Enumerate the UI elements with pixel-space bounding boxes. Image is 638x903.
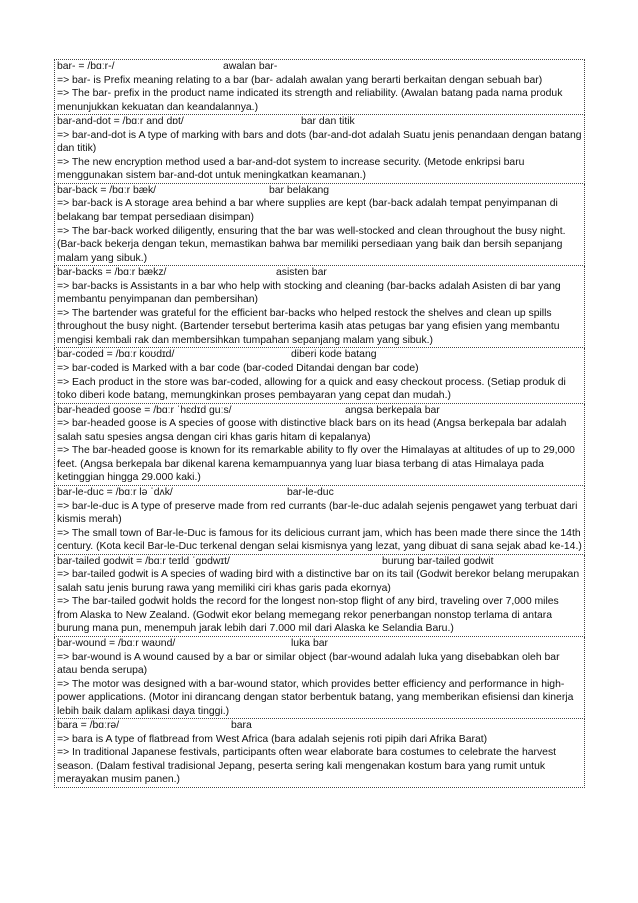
entry-example: => Each product in the store was bar-coded, allowing for a quick and easy checkout process. (Setiap produk di toko diberi kode batang, memungkinkan proses pembayaran yang cepat dan mudah.) [57, 376, 566, 402]
entry-definition: => bar- is Prefix meaning relating to a bar (bar- adalah awalan yang berarti berkaitan dengan sebuah bar) [57, 74, 543, 86]
glossary-list [54, 59, 585, 788]
entry-translation: burung bar-tailed godwit [382, 555, 494, 567]
glossary-entry [54, 115, 585, 184]
glossary-entry [54, 719, 585, 788]
entry-definition: => bar-le-duc is A type of preserve made from red currants (bar-le-duc adalah sejenis pengawet yang terbuat dari kismis merah) [57, 500, 578, 526]
entry-example: => The motor was designed with a bar-wound stator, which provides better efficiency and performance in high-power applications. (Motor ini dirancang dengan stator berbentuk batang, yang memberikan efisiensi dan kinerja lebih baik dalam aplikasi daya tinggi.) [57, 678, 574, 717]
entry-term: bar-le-duc = /bɑːr lə ˈdʌk/ [57, 486, 173, 498]
entry-translation: asisten bar [276, 267, 327, 279]
entry-translation: bar belakang [269, 184, 330, 196]
entry-example: => In traditional Japanese festivals, participants often wear elaborate bara costumes to celebrate the harvest season. (Dalam festival tradisional Jepang, peserta sering kali mengenakan kostum bara yang rumit untuk merayakan musim panen.) [57, 747, 557, 786]
entry-term: bar-coded = /bɑːr koʊdɪd/ [57, 349, 175, 361]
entry-example: => The bar- prefix in the product name indicated its strength and reliability. (Awalan batang pada nama produk menunjukkan kekuatan dan keandalannya.) [57, 88, 563, 113]
glossary-entry [54, 555, 585, 637]
entry-definition: => bar-headed goose is A species of goose with distinctive black bars on its head (Angsa berkepala bar adalah salah satu spesies angsa dengan ciri khas garis hitam di kepalanya) [57, 418, 567, 443]
entry-definition: => bar-backs is Assistants in a bar who help with stocking and cleaning (bar-backs adalah Asisten di bar yang membantu penyimpanan dan pembersihan) [57, 280, 561, 306]
entry-definition: => bar-and-dot is A type of marking with bars and dots (bar-and-dot adalah Suatu jenis penandaan dengan batang dan titik) [57, 129, 582, 155]
entry-translation: bar dan titik [301, 116, 355, 128]
entry-term: bar-wound = /bɑːr waʊnd/ [57, 637, 176, 649]
entry-definition: => bar-coded is Marked with a bar code (bar-coded Ditandai dengan bar code) [57, 363, 419, 375]
entry-term: bar-and-dot = /bɑːr and dɒt/ [57, 116, 184, 128]
glossary-entry [54, 266, 585, 348]
entry-example: => The new encryption method used a bar-and-dot system to increase security. (Metode enkripsi baru menggunakan sistem bar-and-dot untuk meningkatkan keamanan.) [57, 156, 525, 182]
entry-term: bara = /bɑːrə/ [57, 720, 120, 732]
entry-example: => The bar-tailed godwit holds the record for the longest non-stop flight of any bird, traveling over 7,000 miles from Alaska to New Zealand. (Godwit ekor belang memegang rekor penerbangan nonstop terlama di antara burung mana pun, menempuh jarak lebih dari 7.000 mil dari Alaska ke Selandia Baru.) [57, 596, 559, 635]
glossary-entry [54, 404, 585, 486]
entry-definition: => bar-back is A storage area behind a bar where supplies are kept (bar-back adalah tempat penyimpanan di belakang bar tempat persediaan disimpan) [57, 198, 558, 224]
glossary-entry [54, 486, 585, 555]
glossary-entry [54, 184, 585, 266]
entry-translation: diberi kode batang [291, 349, 377, 361]
entry-translation: bar-le-duc [287, 486, 334, 498]
entry-term: bar-backs = /bɑːr bækz/ [57, 267, 167, 279]
entry-term: bar-back = /bɑːr bæk/ [57, 184, 157, 196]
entry-term: bar- = /bɑːr-/ [57, 61, 115, 72]
entry-example: => The bar-headed goose is known for its remarkable ability to fly over the Himalayas at altitudes of up to 29,000 feet. (Angsa berkepala bar dikenal karena kemampuannya yang luar biasa terbang di atas Himalaya pada ketinggian hingga 29.000 kaki.) [57, 445, 575, 484]
entry-definition: => bar-wound is A wound caused by a bar or similar object (bar-wound adalah luka yang disebabkan oleh bar atau benda serupa) [57, 651, 560, 677]
entry-translation: bara [231, 720, 252, 732]
entry-term: bar-headed goose = /bɑːr ˈhɛdɪd ɡuːs/ [57, 404, 232, 416]
entry-definition: => bar-tailed godwit is A species of wading bird with a distinctive bar on its tail (Godwit berekor belang merupakan salah satu jenis burung rawa yang memiliki ciri khas garis pada ekornya) [57, 569, 580, 594]
glossary-entry [54, 348, 585, 403]
entry-definition: => bara is A type of flatbread from West Africa (bara adalah sejenis roti pipih dari Afrika Barat) [57, 733, 488, 745]
entry-translation: angsa berkepala bar [345, 404, 440, 416]
entry-example: => The small town of Bar-le-Duc is famous for its delicious currant jam, which has been made there since the 14th century. (Kota kecil Bar-le-Duc terkenal dengan selai kismisnya yang lezat, yang dibuat di sana sejak abad ke-14.) [57, 527, 582, 553]
entry-example: => The bar-back worked diligently, ensuring that the bar was well-stocked and clean throughout the busy night. (Bar-back bekerja dengan tekun, memastikan bahwa bar memiliki persediaan yang baik dan bersih sepanjang malam yang sibuk.) [57, 225, 566, 264]
glossary-entry [54, 637, 585, 719]
entry-example: => The bartender was grateful for the efficient bar-backs who helped restock the shelves and clean up spills throughout the busy night. (Bartender tersebut berterima kasih atas petugas bar yang efisien yang membantu mengisi kembali rak dan membersihkan tumpahan sepanjang malam yang sibuk.) [57, 307, 560, 346]
glossary-entry [54, 59, 585, 115]
entry-translation: luka bar [291, 637, 328, 649]
entry-term: bar-tailed godwit = /bɑːr teɪld ˈɡɒdwɪt/ [57, 555, 230, 567]
entry-translation: awalan bar- [223, 61, 278, 72]
